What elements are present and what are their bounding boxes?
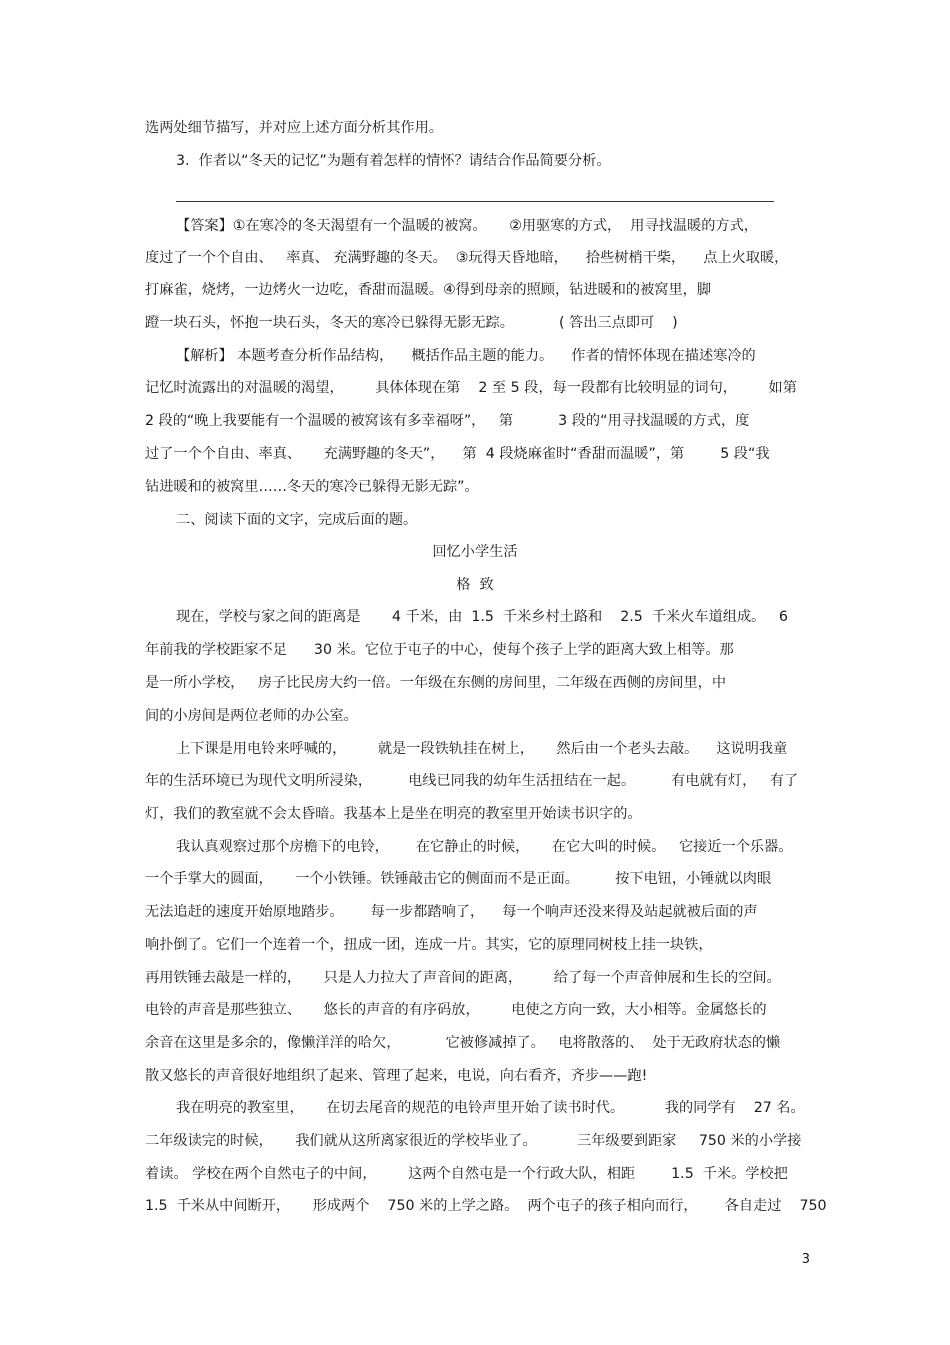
- answer-blank-line: [176, 201, 774, 202]
- paragraph-1-line: 间的小房间是两位老师的办公室。: [145, 708, 358, 724]
- answer-line: 打麻雀，烧烤，一边烤火一边吃，香甜而温暖。④得到母亲的照顾，钻进暖和的被窝里，脚: [145, 282, 712, 298]
- page-number: 3: [801, 1252, 810, 1267]
- paragraph-1-line: 是一所小学校， 房子比民房大约一倍。一年级在东侧的房间里，二年级在西侧的房间里，中: [145, 675, 727, 691]
- section-two-heading: 二、阅读下面的文字，完成后面的题。: [176, 512, 418, 528]
- paragraph-2-line: 灯，我们的教室就不会太昏暗。我基本上是坐在明亮的教室里开始读书识字的。: [145, 806, 642, 822]
- paragraph-1-line: 现在，学校与家之间的距离是 4 千米，由 1.5 千米乡村土路和 2.5 千米火车道组成。 6: [176, 609, 788, 625]
- analysis-line: 记忆时流露出的对温暖的渴望， 具体体现在第 2 至 5 段，每一段都有比较明显的词句， 如第: [145, 380, 797, 396]
- paragraph-4-line: 着读。 学校在两个自然屯子的中间， 这两个自然屯是一个行政大队，相距 1.5 千米。学校把: [145, 1166, 788, 1182]
- paragraph-3-line: 无法追赶的速度开始原地踏步。 每一步都踏响了， 每一个响声还没来得及站起就被后面的声: [145, 904, 758, 920]
- paragraph-2-line: 年的生活环境已为现代文明所浸染， 电线已同我的幼年生活扭结在一起。 有电就有灯， 有了: [145, 773, 799, 789]
- answer-line: 度过了一个个自由、 率真、 充满野趣的冬天。 ③玩得天昏地暗， 拾些树梢干柴， 点上火取暖，: [145, 250, 789, 266]
- answer-line: 【答案】①在寒冷的冬天渴望有一个温暖的被窝。 ②用驱寒的方式， 用寻找温暖的方式，: [176, 218, 758, 234]
- paragraph-1-line: 年前我的学校距家不足 30 米。它位于屯子的中心，使每个孩子上学的距离大致上相等。那: [145, 642, 734, 658]
- analysis-line: 【解析】 本题考查分析作品结构， 概括作品主题的能力。 作者的情怀体现在描述寒冷的: [176, 348, 756, 364]
- analysis-line: 钻进暖和的被窝里……冬天的寒冷已躲得无影无踪”。: [145, 479, 479, 495]
- analysis-line: 2 段的“晚上我要能有一个温暖的被窝该有多幸福呀”， 第 3 段的“用寻找温暖的方式，度: [145, 413, 750, 429]
- question-2-tail: 选两处细节描写，并对应上述方面分析其作用。: [145, 120, 443, 136]
- paragraph-3-line: 响扑倒了。它们一个连着一个，扭成一团，连成一片。其实，它的原理同树枝上挂一块铁，: [145, 937, 713, 953]
- answer-line: 蹬一块石头，怀抱一块石头，冬天的寒冷已躲得无影无踪。 ( 答出三点即可 ): [145, 315, 678, 331]
- paragraph-4-line: 我在明亮的教室里， 在切去尾音的规范的电铃声里开始了读书时代。 我的同学有 27 名。: [176, 1100, 805, 1116]
- paragraph-3-line: 我认真观察过那个房檐下的电铃， 在它静止的时候， 在它大叫的时候。 它接近一个乐器。: [176, 839, 793, 855]
- paragraph-4-line: 二年级读完的时候， 我们就从这所离家很近的学校毕业了。 三年级要到距家 750 米的小学接: [145, 1133, 802, 1149]
- paragraph-3-line: 一个手掌大的圆面， 一个小铁锤。铁锤敲击它的侧面而不是正面。 按下电钮，小锤就以肉眼: [145, 871, 772, 887]
- paragraph-3-line: 电铃的声音是那些独立、 悠长的声音的有序码放， 电使之方向一致，大小相等。金属悠长的: [145, 1002, 767, 1018]
- paragraph-3-line: 余音在这里是多余的，像懒洋洋的哈欠， 它被修减掉了。 电将散落的、 处于无政府状态的懒: [145, 1035, 781, 1051]
- analysis-line: 过了一个个自由、率真、 充满野趣的冬天”， 第 4 段烧麻雀时“香甜而温暖”，第 5 段“我: [145, 446, 770, 462]
- paragraph-2-line: 上下课是用电铃来呼喊的， 就是一段铁轨挂在树上， 然后由一个老头去敲。 这说明我童: [176, 741, 788, 757]
- paragraph-4-line: 1.5 千米从中间断开， 形成两个 750 米的上学之路。 两个屯子的孩子相向而行， 各自走过 750: [145, 1198, 827, 1214]
- article-author: 格 致: [456, 577, 494, 593]
- article-title: 回忆小学生活: [432, 544, 518, 560]
- paragraph-3-line: 散又悠长的声音很好地组织了起来、管理了起来，电说，向右看齐，齐步——跑!: [145, 1068, 648, 1084]
- paragraph-3-line: 再用铁锤去敲是一样的， 只是人力拉大了声音间的距离， 给了每一个声音伸展和生长的空间。: [145, 970, 781, 986]
- question-3: 3. 作者以“冬天的记忆”为题有着怎样的情怀？请结合作品简要分析。: [176, 153, 611, 169]
